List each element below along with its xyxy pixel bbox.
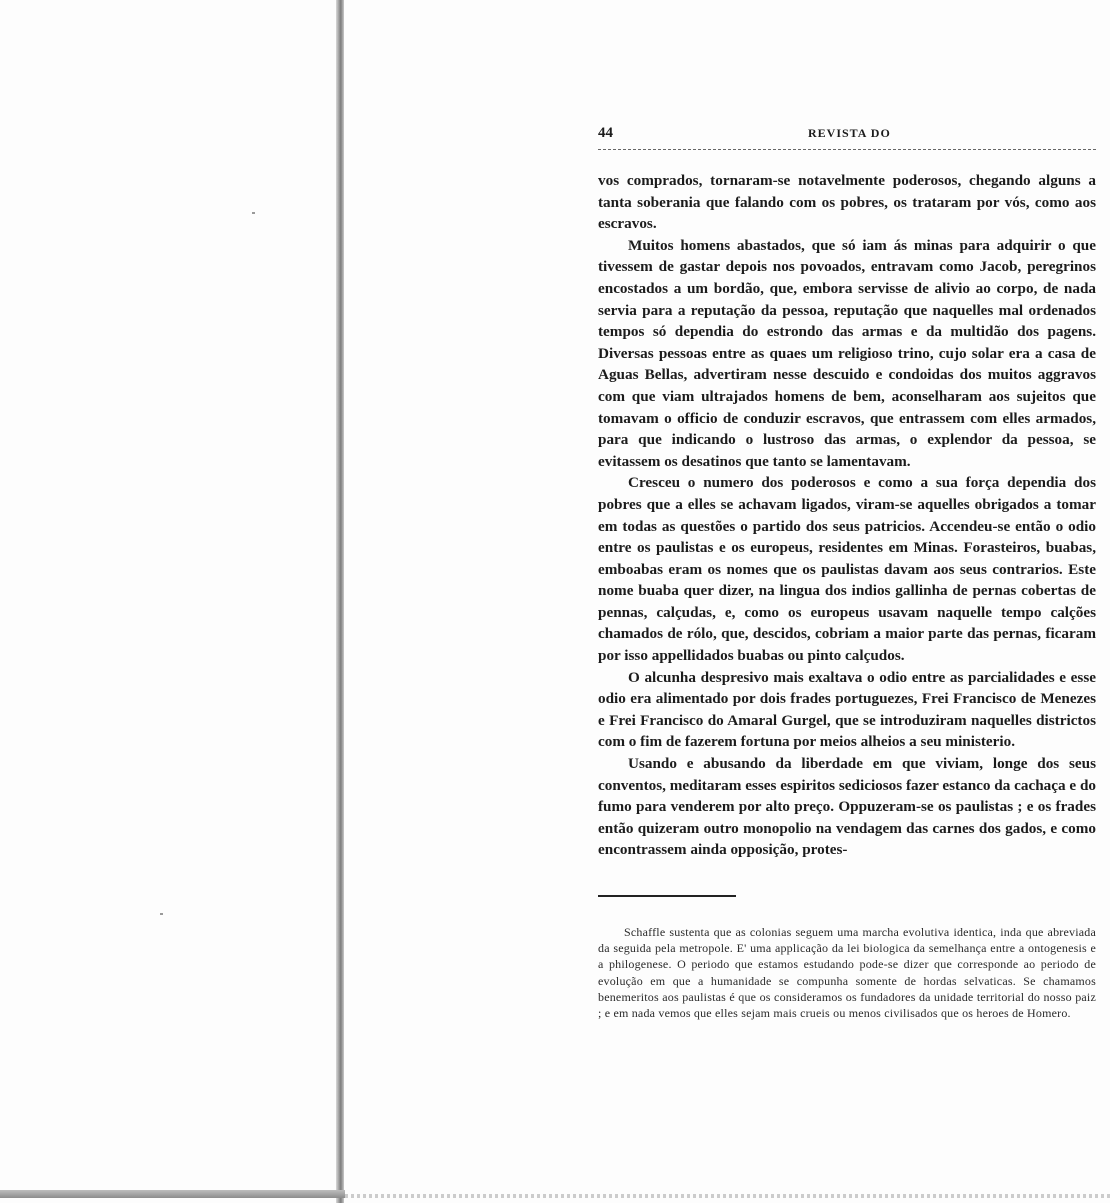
running-title: REVISTA DO (808, 126, 891, 140)
paragraph: vos comprados, tornaram-se notavelmente poderosos, chegando alguns a tanta soberania que falando com os pobres, os trataram por vós, como aos escravos. (598, 172, 1096, 233)
paragraph: O alcunha despresivo mais exaltava o odio entre as parcialidades e esse odio era alimentado por dois frades portuguezes, Frei Francisco de Menezes e Frei Francisco do Amaral Gurgel, que se introduziram naquelles districtos com o fim de fazerem fortuna por meios alheios a seu ministerio. (598, 668, 1096, 751)
paragraph: Cresceu o numero dos poderosos e como a sua força dependia dos pobres que a elles se achavam ligados, viram-se aquelles obrigados a tomar em todas as questões o partido dos seus patricios. Accendeu-se então o odio entre os paulistas e os europeus, residentes em Minas. Forasteiros, buabas, emboabas eram os nomes que os paulistas davam aos seus contrarios. Este nome buaba quer dizer, na lingua dos indios gallinha de pernas cobertas de pennas, calçudas, e, como os europeus usavam naquelle tempo calções chamados de rólo, que, descidos, cobriam a maior parte das pernas, ficaram por isso appellidados buabas ou pinto calçudos. (598, 474, 1096, 665)
scan-speck (160, 913, 163, 915)
running-head (598, 125, 1096, 147)
text-column (598, 125, 1096, 861)
body-text (598, 170, 1096, 861)
page-number: 44 (598, 125, 613, 141)
scan-bottom-noise (345, 1194, 1110, 1198)
paragraph: Usando e abusando da liberdade em que viviam, longe dos seus conventos, meditaram esses espiritos sediciosos fazer estanco da cachaça e do fumo para venderem por alto preço. Oppuzeram-se os paulistas ; e os frades então quizeram outro monopolio na vendagem das carnes dos gados, e como encontrassem ainda opposição, protes- (598, 755, 1096, 859)
binding-edge (336, 0, 344, 1203)
scan-speck (252, 212, 255, 214)
footnote: Schaffle sustenta que as colonias seguem uma marcha evolutiva identica, inda que abreviada da seguida pela metropole. E' uma applicação da lei biologica da semelhança entre a ontogenesis e a philogenese. O periodo que estamos estudando pode-se dizer que corresponde ao periodo de evolução em que a humanidade se compunha somente de hordas selvaticas. Se chamamos benemeritos aos paulistas é que os consideramos os fundadores da unidade territorial do nosso paiz ; e em nada vemos que elles sejam mais crueis ou menos civilisados que os heroes de Homero. (598, 925, 1096, 1021)
footnote-rule (598, 895, 736, 897)
header-rule (598, 149, 1096, 150)
paragraph: Muitos homens abastados, que só iam ás minas para adquirir o que tivessem de gastar depois nos povoados, entravam como Jacob, peregrinos encostados a um bordão, que, embora servisse de alivio ao corpo, de nada servia para a reputação da pessoa, reputação que naquelles mal ordenados tempos só dependia do estrondo das armas e da multidão dos pagens. Diversas pessoas entre as quaes um religioso trino, cujo solar era a casa de Aguas Bellas, advertiram nesse descuido e condoidas dos muitos aggravos com que viam ultrajados homens de bem, aconselharam aos sujeitos que tomavam o officio de conduzir escravos, que entrassem com elles armados, para que indicando o lustroso das armas, o explendor da pessoa, se evitassem os desatinos que tanto se lamentavam. (598, 236, 1096, 470)
scan-bottom-edge (0, 1190, 345, 1198)
